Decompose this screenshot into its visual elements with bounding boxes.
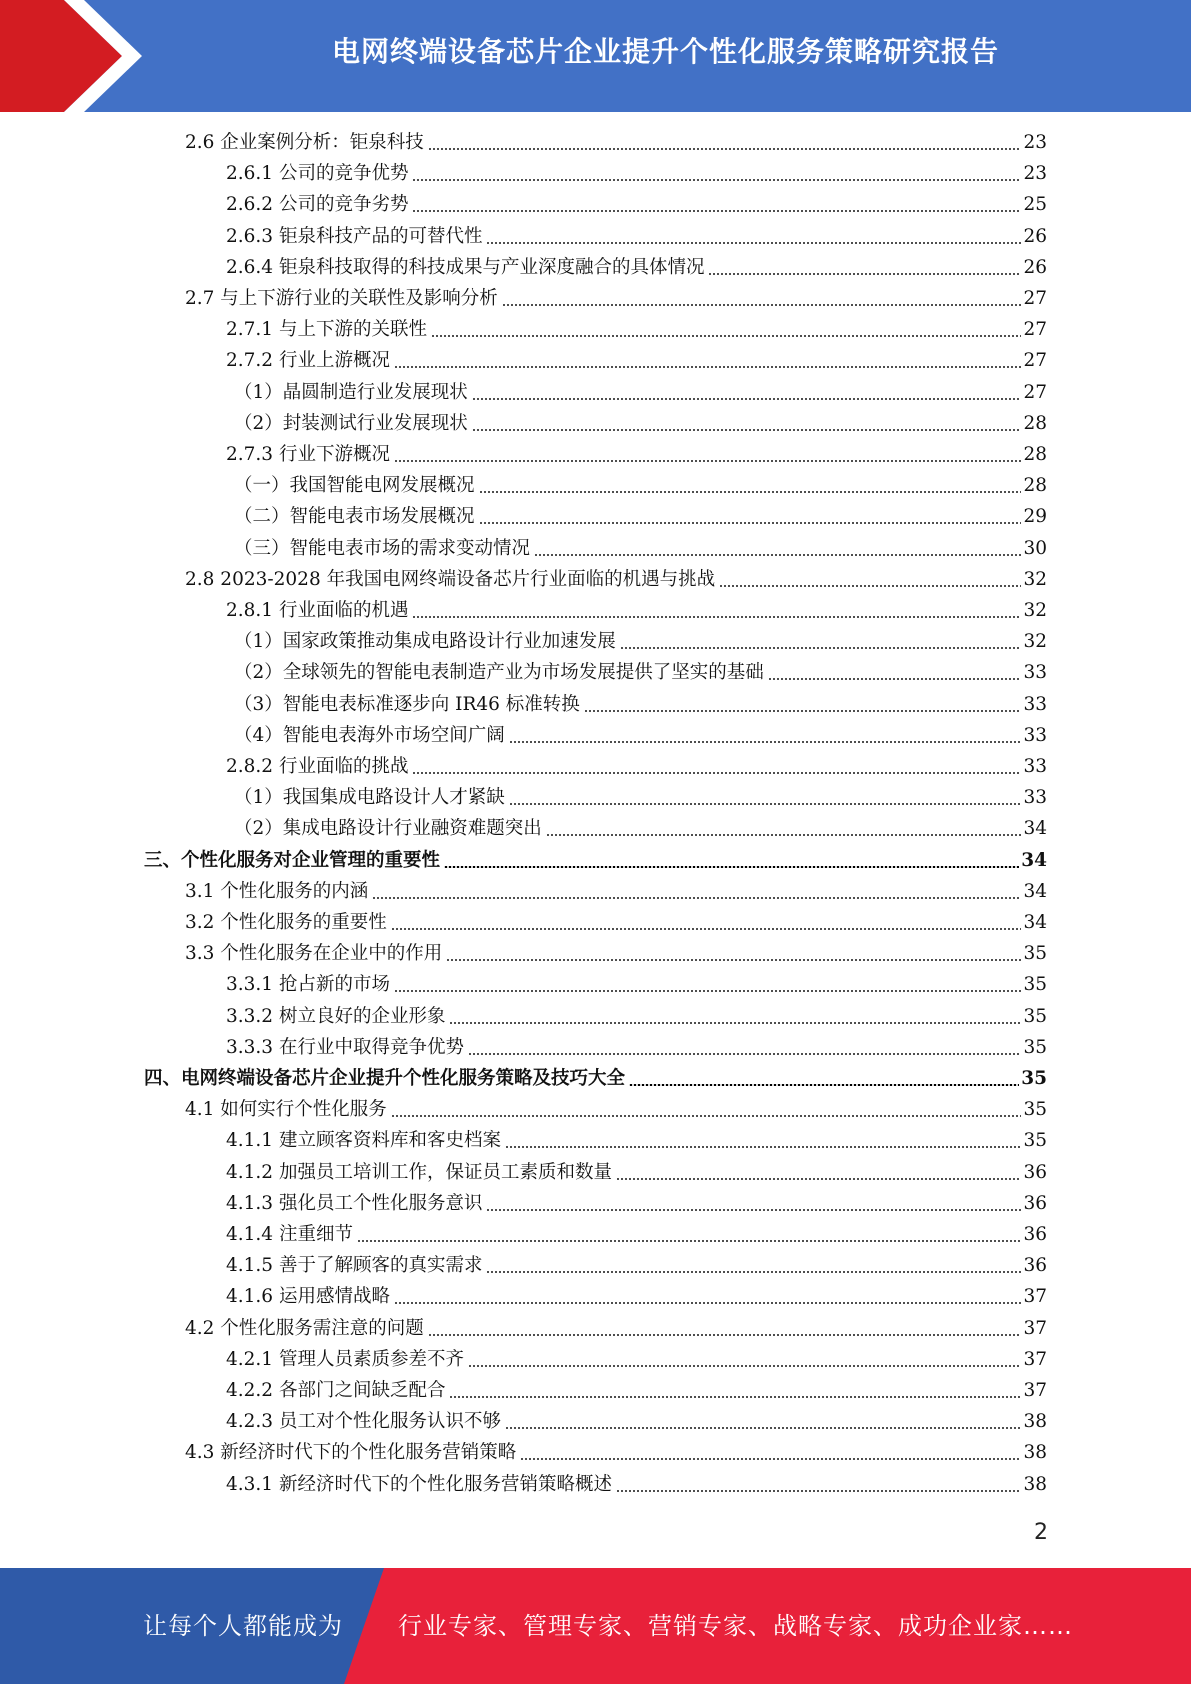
- toc-entry-title: （1）国家政策推动集成电路设计行业加速发展: [234, 631, 616, 653]
- toc-entry[interactable]: [185, 1437, 1047, 1468]
- toc-dot-leader: [357, 1240, 1022, 1242]
- toc-entry-page: 38: [1023, 1442, 1047, 1464]
- toc-dot-leader: [412, 772, 1021, 774]
- toc-dot-leader: [372, 897, 1021, 899]
- toc-dot-leader: [428, 148, 1022, 150]
- toc-entry-page: 37: [1023, 1380, 1047, 1401]
- toc-dot-leader: [472, 429, 1022, 431]
- toc-entry-page: 36: [1023, 1192, 1047, 1214]
- toc-entry[interactable]: [234, 689, 1047, 720]
- toc-entry-title: （3）智能电表标准逐步向 IR46 标准转换: [234, 693, 580, 715]
- toc-entry-page: 25: [1023, 194, 1047, 216]
- toc-entry[interactable]: [226, 1406, 1047, 1437]
- toc-dot-leader: [428, 1334, 1022, 1336]
- toc-dot-leader: [444, 866, 1019, 869]
- toc-dot-leader: [486, 1271, 1021, 1273]
- toc-entry-page: 32: [1023, 568, 1047, 590]
- toc-entry[interactable]: [226, 221, 1047, 252]
- toc-entry[interactable]: [144, 1063, 1047, 1094]
- toc-dot-leader: [449, 1396, 1021, 1398]
- toc-dot-leader: [391, 1115, 1022, 1117]
- toc-entry-title: 4.1.4 注重细节: [226, 1224, 353, 1245]
- toc-entry-title: 2.8 2023-2028 年我国电网终端设备芯片行业面临的机遇与挑战: [185, 568, 716, 590]
- toc-entry-page: 27: [1023, 381, 1047, 403]
- toc-entry[interactable]: [234, 657, 1047, 688]
- toc-entry-page: 37: [1023, 1317, 1047, 1339]
- toc-entry-page: 28: [1023, 444, 1047, 465]
- toc-entry-title: （2）全球领先的智能电表制造产业为市场发展提供了坚实的基础: [234, 662, 764, 684]
- toc-entry-title: 2.7.2 行业上游概况: [226, 350, 390, 372]
- toc-entry-page: 34: [1023, 818, 1047, 840]
- toc-entry-page: 35: [1023, 974, 1047, 996]
- toc-entry[interactable]: [226, 1375, 1047, 1406]
- toc-entry-title: 2.6.1 公司的竞争优势: [226, 163, 409, 185]
- page-header: [0, 0, 1191, 112]
- toc-entry-title: 4.1.3 强化员工个性化服务意识: [226, 1192, 483, 1214]
- toc-dot-leader: [768, 678, 1022, 680]
- toc-entry-page: 38: [1023, 1473, 1047, 1495]
- toc-entry-page: 29: [1023, 506, 1047, 528]
- toc-entry-page: 23: [1023, 132, 1047, 153]
- toc-entry-page: 26: [1023, 256, 1047, 278]
- toc-entry-title: （一）我国智能电网发展概况: [234, 475, 475, 497]
- toc-entry-page: 33: [1023, 787, 1047, 809]
- toc-entry-title: 2.7.1 与上下游的关联性: [226, 319, 427, 341]
- toc-entry[interactable]: [185, 1094, 1047, 1125]
- toc-entry[interactable]: [226, 1188, 1047, 1219]
- toc-dot-leader: [479, 522, 1022, 524]
- toc-entry[interactable]: [234, 470, 1047, 501]
- toc-entry-title: 4.1.5 善于了解顾客的真实需求: [226, 1255, 483, 1277]
- toc-entry-page: 27: [1023, 350, 1047, 372]
- toc-dot-leader: [616, 1490, 1021, 1492]
- toc-entry[interactable]: [234, 377, 1047, 408]
- toc-dot-leader: [468, 1365, 1021, 1367]
- toc-entry-title: 2.7 与上下游行业的关联性及影响分析: [185, 288, 498, 309]
- toc-entry-title: 4.1.1 建立顾客资料库和客史档案: [226, 1130, 501, 1152]
- toc-entry[interactable]: [234, 533, 1047, 564]
- toc-entry-page: 26: [1023, 225, 1047, 247]
- toc-entry-title: 4.2 个性化服务需注意的问题: [185, 1317, 424, 1339]
- toc-entry[interactable]: [226, 1469, 1047, 1500]
- toc-entry[interactable]: [226, 1157, 1047, 1188]
- toc-entry-page: 37: [1023, 1286, 1047, 1308]
- toc-entry-page: 35: [1021, 1068, 1047, 1089]
- toc-dot-leader: [486, 242, 1021, 244]
- toc-entry-title: 3.2 个性化服务的重要性: [185, 912, 387, 933]
- toc-entry[interactable]: [185, 938, 1047, 969]
- toc-entry-title: 三、个性化服务对企业管理的重要性: [144, 849, 441, 871]
- toc-entry-title: 3.3 个性化服务在企业中的作用: [185, 943, 443, 965]
- toc-entry[interactable]: [185, 907, 1047, 938]
- page-footer: [0, 1568, 1191, 1684]
- toc-dot-leader: [472, 398, 1022, 400]
- toc-entry-title: 4.2.2 各部门之间缺乏配合: [226, 1380, 446, 1401]
- toc-dot-leader: [394, 1302, 1021, 1304]
- toc-dot-leader: [412, 616, 1021, 618]
- toc-entry[interactable]: [226, 969, 1047, 1000]
- toc-entry-title: 4.1.2 加强员工培训工作，保证员工素质和数量: [226, 1161, 612, 1183]
- toc-entry[interactable]: [226, 158, 1047, 189]
- toc-entry-page: 35: [1023, 943, 1047, 965]
- toc-entry-page: 36: [1023, 1161, 1047, 1183]
- toc-dot-leader: [616, 1178, 1021, 1180]
- toc-entry-page: 37: [1023, 1348, 1047, 1370]
- toc-entry[interactable]: [234, 408, 1047, 439]
- toc-dot-leader: [431, 335, 1021, 337]
- toc-entry-page: 33: [1023, 724, 1047, 746]
- toc-entry[interactable]: [185, 564, 1047, 595]
- toc-entry[interactable]: [185, 876, 1047, 907]
- toc-entry-title: （2）封装测试行业发展现状: [234, 412, 468, 434]
- toc-entry[interactable]: [226, 1281, 1047, 1312]
- toc-entry[interactable]: [234, 782, 1047, 813]
- toc-entry-title: 4.1 如何实行个性化服务: [185, 1099, 387, 1121]
- toc-entry[interactable]: [234, 720, 1047, 751]
- toc-entry-page: 32: [1023, 600, 1047, 621]
- toc-entry-page: 30: [1023, 537, 1047, 559]
- toc-entry-title: 2.6 企业案例分析：钜泉科技: [185, 132, 424, 153]
- toc-dot-leader: [505, 1146, 1021, 1148]
- toc-entry[interactable]: [226, 439, 1047, 470]
- toc-entry[interactable]: [144, 845, 1047, 876]
- toc-entry-title: 4.2.3 员工对个性化服务认识不够: [226, 1411, 501, 1433]
- toc-entry[interactable]: [226, 314, 1047, 345]
- toc-dot-leader: [509, 803, 1022, 805]
- chevron-arrow-icon: [0, 0, 160, 112]
- toc-dot-leader: [412, 179, 1021, 181]
- toc-entry[interactable]: [226, 595, 1047, 626]
- toc-dot-leader: [520, 1458, 1021, 1460]
- toc-entry[interactable]: [226, 252, 1047, 283]
- toc-entry-page: 35: [1023, 1036, 1047, 1058]
- toc-entry-title: 4.2.1 管理人员素质参差不齐: [226, 1348, 464, 1370]
- toc-dot-leader: [468, 1053, 1021, 1055]
- toc-dot-leader: [708, 273, 1021, 275]
- toc-dot-leader: [546, 834, 1022, 836]
- toc-dot-leader: [412, 210, 1021, 212]
- toc-entry-title: 2.8.1 行业面临的机遇: [226, 600, 409, 621]
- toc-entry-page: 38: [1023, 1411, 1047, 1433]
- toc-entry-page: 33: [1023, 662, 1047, 684]
- toc-dot-leader: [391, 928, 1022, 930]
- toc-dot-leader: [449, 1022, 1021, 1024]
- toc-entry-page: 35: [1023, 1130, 1047, 1152]
- toc-entry-title: 4.3 新经济时代下的个性化服务营销策略: [185, 1442, 517, 1464]
- toc-entry-page: 32: [1023, 631, 1047, 653]
- toc-dot-leader: [479, 491, 1022, 493]
- toc-entry-page: 36: [1023, 1255, 1047, 1277]
- toc-dot-leader: [394, 366, 1021, 368]
- toc-entry-title: （4）智能电表海外市场空间广阔: [234, 724, 505, 746]
- toc-entry[interactable]: [234, 813, 1047, 844]
- toc-entry-title: 四、电网终端设备芯片企业提升个性化服务策略及技巧大全: [144, 1068, 626, 1089]
- toc-entry-page: 33: [1023, 756, 1047, 777]
- toc-entry-title: 4.3.1 新经济时代下的个性化服务营销策略概述: [226, 1473, 612, 1495]
- toc-dot-leader: [620, 647, 1022, 649]
- toc-entry-page: 27: [1023, 288, 1047, 309]
- toc-entry-page: 35: [1023, 1005, 1047, 1027]
- toc-entry-page: 34: [1023, 912, 1047, 933]
- toc-entry-page: 28: [1023, 412, 1047, 434]
- toc-entry[interactable]: [185, 127, 1047, 158]
- toc-entry[interactable]: [185, 283, 1047, 314]
- toc-dot-leader: [446, 959, 1021, 961]
- toc-entry-page: 36: [1023, 1224, 1047, 1245]
- toc-entry-title: 3.3.3 在行业中取得竞争优势: [226, 1036, 464, 1058]
- toc-entry-title: 3.3.2 树立良好的企业形象: [226, 1005, 446, 1027]
- toc-entry-title: 2.6.2 公司的竞争劣势: [226, 194, 409, 216]
- toc-entry-title: （1）我国集成电路设计人才紧缺: [234, 787, 505, 809]
- toc-entry[interactable]: [226, 345, 1047, 376]
- toc-entry[interactable]: [226, 1344, 1047, 1375]
- footer-slogan-right: 行业专家、管理专家、营销专家、战略专家、成功企业家……: [398, 1612, 1073, 1640]
- page-number: 2: [1034, 1520, 1048, 1545]
- toc-entry-page: 28: [1023, 475, 1047, 497]
- toc-dot-leader: [584, 710, 1022, 712]
- toc-entry[interactable]: [226, 1001, 1047, 1032]
- toc-entry[interactable]: [226, 189, 1047, 220]
- toc-entry-title: 2.8.2 行业面临的挑战: [226, 756, 409, 777]
- toc-dot-leader: [502, 304, 1022, 306]
- toc-entry-page: 33: [1023, 693, 1047, 715]
- footer-slogan-left: 让每个人都能成为: [143, 1612, 343, 1640]
- toc-entry[interactable]: [234, 501, 1047, 532]
- toc-entry[interactable]: [234, 626, 1047, 657]
- toc-entry-title: 4.1.6 运用感情战略: [226, 1286, 390, 1308]
- toc-entry-page: 23: [1023, 163, 1047, 185]
- toc-entry-page: 27: [1023, 319, 1047, 341]
- toc-entry-title: （三）智能电表市场的需求变动情况: [234, 537, 531, 559]
- toc-dot-leader: [534, 554, 1021, 556]
- toc-entry-title: 3.3.1 抢占新的市场: [226, 974, 390, 996]
- toc-entry-title: 2.6.4 钜泉科技取得的科技成果与产业深度融合的具体情况: [226, 256, 705, 278]
- toc-dot-leader: [505, 1427, 1021, 1429]
- toc-dot-leader: [629, 1084, 1019, 1087]
- toc-entry-page: 35: [1023, 1099, 1047, 1121]
- toc-entry[interactable]: [226, 1125, 1047, 1156]
- toc-entry-page: 34: [1021, 849, 1047, 871]
- toc-entry[interactable]: [185, 1313, 1047, 1344]
- toc-dot-leader: [719, 585, 1021, 587]
- toc-dot-leader: [486, 1209, 1021, 1211]
- toc-entry[interactable]: [226, 1219, 1047, 1250]
- toc-entry-title: 2.7.3 行业下游概况: [226, 444, 390, 465]
- toc-entry[interactable]: [226, 1032, 1047, 1063]
- toc-dot-leader: [509, 741, 1022, 743]
- toc-entry[interactable]: [226, 751, 1047, 782]
- toc-entry-title: 3.1 个性化服务的内涵: [185, 880, 369, 902]
- toc-entry-title: （2）集成电路设计行业融资难题突出: [234, 818, 542, 840]
- toc-entry-title: 2.6.3 钜泉科技产品的可替代性: [226, 225, 483, 247]
- toc-entry-page: 34: [1023, 880, 1047, 902]
- toc-dot-leader: [394, 460, 1021, 462]
- report-title: 电网终端设备芯片企业提升个性化服务策略研究报告: [331, 35, 999, 68]
- toc-dot-leader: [394, 990, 1021, 992]
- toc-entry[interactable]: [226, 1250, 1047, 1281]
- toc-entry-title: （1）晶圆制造行业发展现状: [234, 381, 468, 403]
- toc-entry-title: （二）智能电表市场发展概况: [234, 506, 475, 528]
